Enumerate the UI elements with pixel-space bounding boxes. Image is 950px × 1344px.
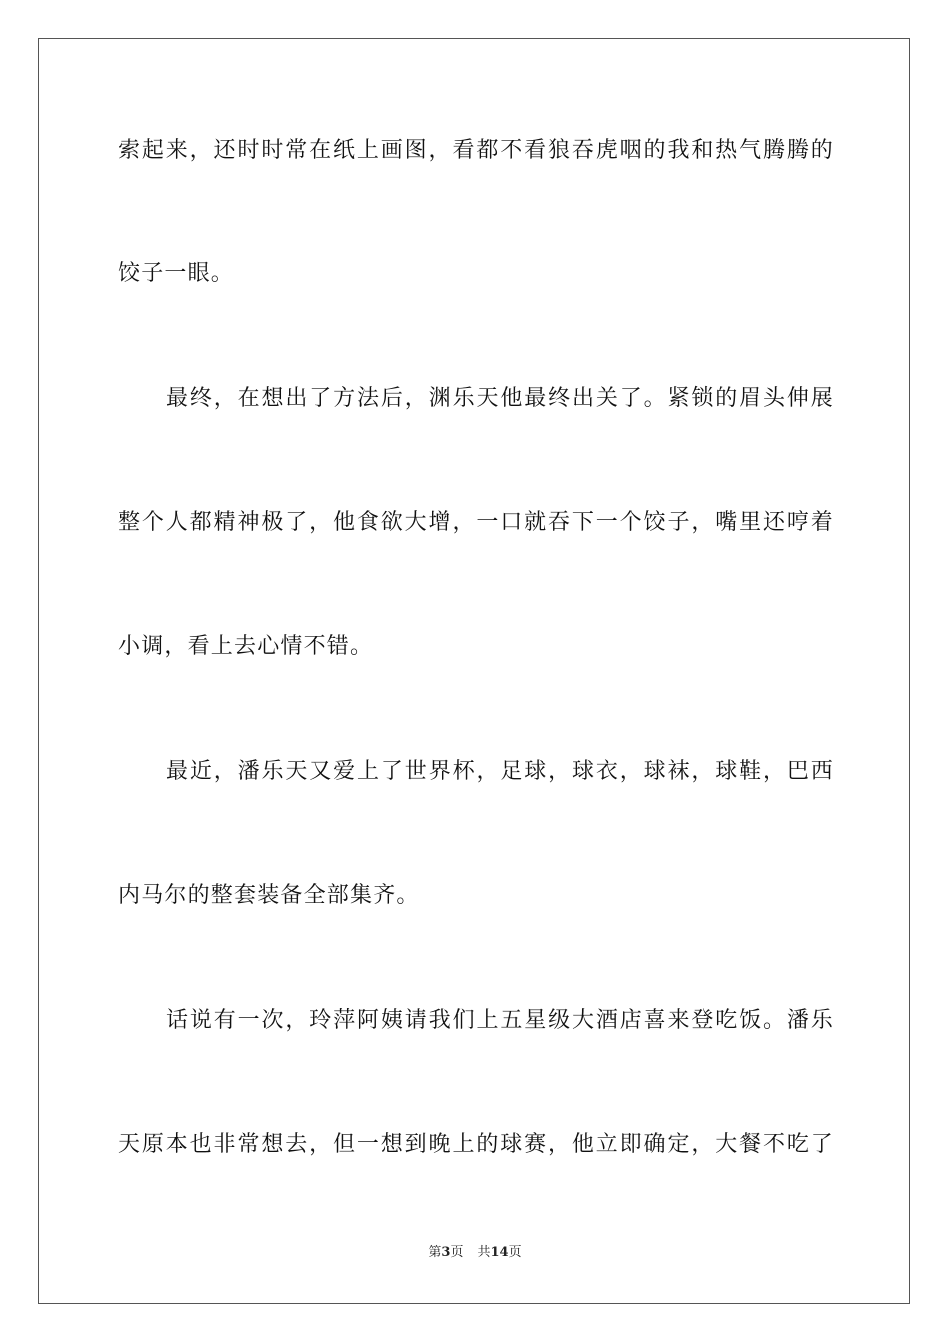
text-line: 整个人都精神极了，他食欲大增，一口就吞下一个饺子，嘴里还哼着 (118, 510, 834, 535)
text-line: 小调，看上去心情不错。 (118, 634, 374, 659)
page-prefix: 第 (428, 1245, 442, 1260)
text-line: 索起来，还时时常在纸上画图，看都不看狼吞虎咽的我和热气腾腾的 (118, 138, 834, 163)
page-suffix: 页 (450, 1245, 464, 1260)
total-pages: 14 (490, 1245, 509, 1260)
page-number: 3 (441, 1245, 451, 1260)
text-line: 内马尔的整套装备全部集齐。 (118, 883, 420, 908)
page-border (38, 38, 910, 1304)
page-footer (0, 1244, 950, 1262)
total-prefix: 共 (477, 1245, 491, 1260)
text-line: 话说有一次，玲萍阿姨请我们上五星级大酒店喜来登吃饭。潘乐 (166, 1008, 834, 1033)
text-line: 饺子一眼。 (118, 261, 235, 286)
text-line: 天原本也非常想去，但一想到晚上的球赛，他立即确定，大餐不吃了 (118, 1132, 834, 1157)
total-suffix: 页 (508, 1245, 522, 1260)
text-line: 最终，在想出了方法后，渊乐天他最终出关了。紧锁的眉头伸展 (166, 386, 834, 411)
text-line: 最近，潘乐天又爱上了世界杯，足球，球衣，球袜，球鞋，巴西 (166, 759, 834, 784)
